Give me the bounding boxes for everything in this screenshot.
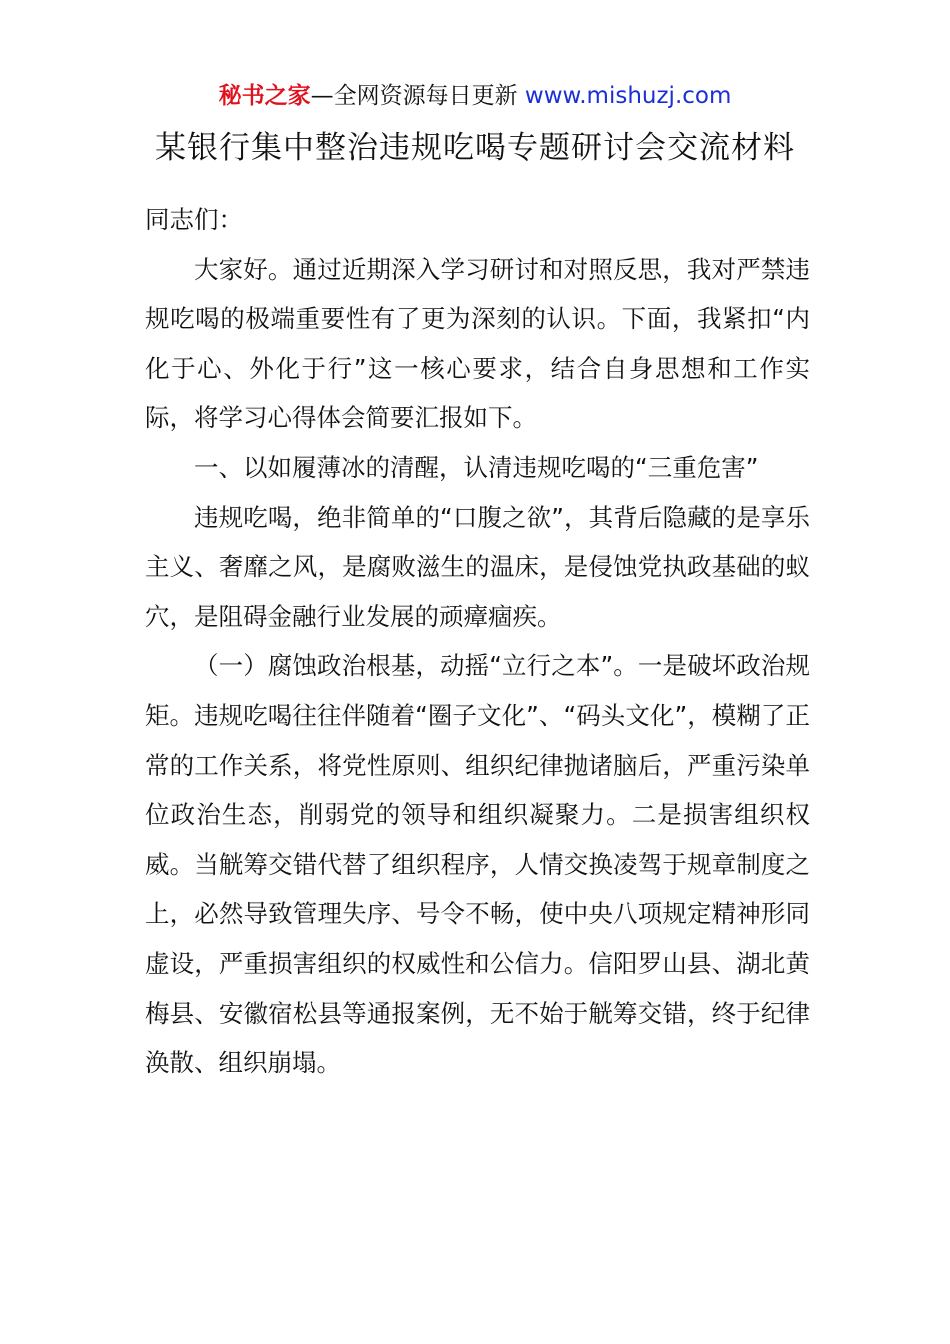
site-url-link[interactable]: www.mishuzj.com — [524, 83, 732, 109]
salutation: 同志们： — [145, 205, 243, 234]
site-header — [0, 80, 950, 112]
section-heading-1: 一、以如履薄冰的清醒，认清违规吃喝的“三重危害” — [194, 452, 759, 482]
document-body — [145, 195, 810, 1088]
paragraph-subsection-1: （一）腐蚀政治根基，动摇“立行之本”。一是破坏政治规矩。违规吃喝往往伴随着“圈子文化”、“码头文化”，模糊了正常的工作关系，将党性原则、组织纪律抛诸脑后，严重污染单位政治生态，削弱党的领导和组织凝聚力。二是损害组织权威。当觥筹交错代替了组织程序，人情交换凌驾于规章制度之上，必然导致管理失序、号令不畅，使中央八项规定精神形同虚设，严重损害组织的权威性和公信力。信阳罗山县、湖北黄梅县、安徽宿松县等通报案例，无不始于觥筹交错，终于纪律涣散、组织崩塌。 — [145, 651, 810, 1078]
paragraph-section-1-intro: 违规吃喝，绝非简单的“口腹之欲”，其背后隐藏的是享乐主义、奢靡之风，是腐败滋生的温床，是侵蚀党执政基础的蚁穴，是阻碍金融行业发展的顽瘴痼疾。 — [145, 502, 810, 631]
paragraph-intro: 大家好。通过近期深入学习研讨和对照反思，我对严禁违规吃喝的极端重要性有了更为深刻的认识。下面，我紧扣“内化于心、外化于行”这一核心要求，结合自身思想和工作实际，将学习心得体会简要汇报如下。 — [145, 254, 810, 433]
document-title: 某银行集中整治违规吃喝专题研讨会交流材料 — [155, 130, 795, 166]
site-brand: 秘书之家 — [218, 83, 311, 109]
site-tagline: —全网资源每日更新 — [310, 83, 518, 109]
